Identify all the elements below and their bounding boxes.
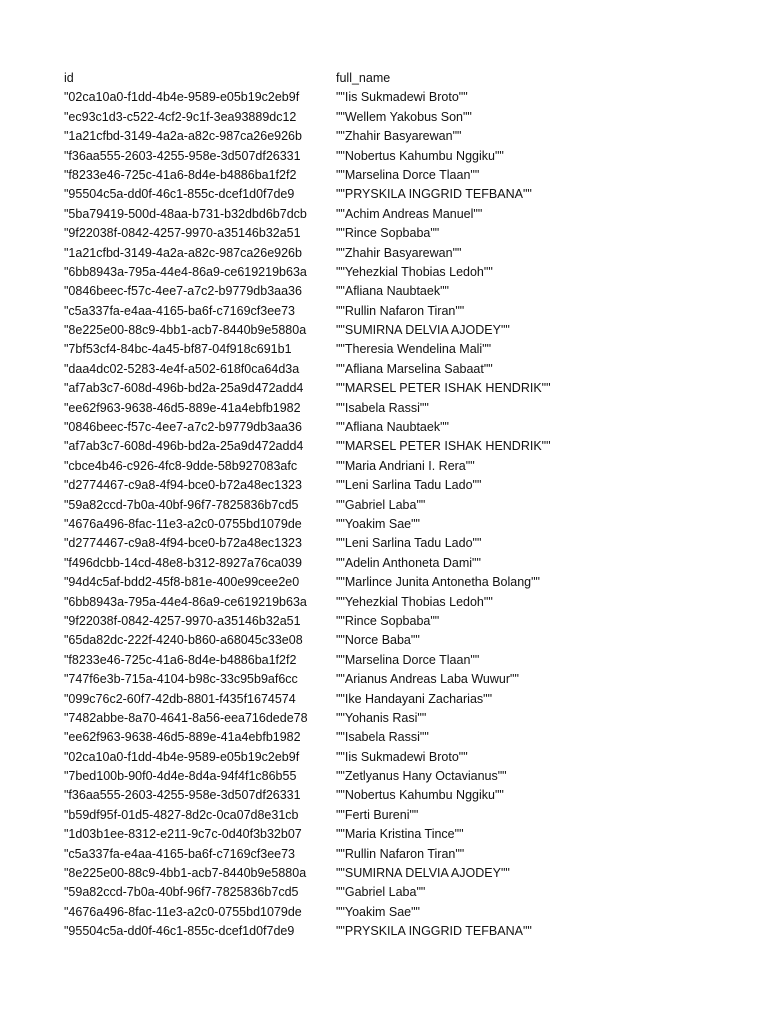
cell-full-name: ""Afliana Naubtaek"" xyxy=(336,420,449,435)
cell-id: "ec93c1d3-c522-4cf2-9c1f-3ea93889dc12 xyxy=(64,109,297,124)
cell-full-name: ""Afliana Naubtaek"" xyxy=(336,284,449,299)
cell-id: "59a82ccd-7b0a-40bf-96f7-7825836b7cd5 xyxy=(64,885,299,900)
cell-full-name: ""SUMIRNA DELVIA AJODEY"" xyxy=(336,323,510,338)
cell-id: "4676a496-8fac-11e3-a2c0-0755bd1079de xyxy=(64,904,302,919)
cell-id: "02ca10a0-f1dd-4b4e-9589-e05b19c2eb9f xyxy=(64,749,300,764)
cell-full-name: ""PRYSKILA INGGRID TEFBANA"" xyxy=(336,187,532,202)
cell-full-name: ""Yoakim Sae"" xyxy=(336,516,420,531)
cell-id: "4676a496-8fac-11e3-a2c0-0755bd1079de xyxy=(64,516,302,531)
table-row xyxy=(64,282,744,301)
table-row xyxy=(64,185,744,204)
cell-id: "02ca10a0-f1dd-4b4e-9589-e05b19c2eb9f xyxy=(64,90,300,105)
table-row xyxy=(64,631,744,650)
table-row xyxy=(64,418,744,437)
table-row xyxy=(64,321,744,340)
cell-id: "c5a337fa-e4aa-4165-ba6f-c7169cf3ee73 xyxy=(64,303,296,318)
table-row xyxy=(64,224,744,243)
cell-full-name: ""Ike Handayani Zacharias"" xyxy=(336,691,493,706)
table-row xyxy=(64,825,744,844)
table-row xyxy=(64,728,744,747)
cell-full-name: ""Ferti Bureni"" xyxy=(336,807,419,822)
cell-full-name: ""Rince Sopbaba"" xyxy=(336,226,440,241)
cell-full-name: ""Zhahir Basyarewan"" xyxy=(336,129,462,144)
table-row xyxy=(64,748,744,767)
cell-id: "65da82dc-222f-4240-b860-a68045c33e08 xyxy=(64,633,303,648)
cell-id: "af7ab3c7-608d-496b-bd2a-25a9d472add4 xyxy=(64,439,304,454)
cell-id: "1d03b1ee-8312-e211-9c7c-0d40f3b32b07 xyxy=(64,827,302,842)
cell-id: "7bf53cf4-84bc-4a45-bf87-04f918c691b1 xyxy=(64,342,292,357)
cell-full-name: ""Nobertus Kahumbu Nggiku"" xyxy=(336,148,504,163)
table-row xyxy=(64,806,744,825)
table-row xyxy=(64,244,744,263)
cell-id: "5ba79419-500d-48aa-b731-b32dbd6b7dcb xyxy=(64,206,307,221)
cell-id: "c5a337fa-e4aa-4165-ba6f-c7169cf3ee73 xyxy=(64,846,296,861)
cell-full-name: ""Isabela Rassi"" xyxy=(336,400,429,415)
cell-full-name: ""MARSEL PETER ISHAK HENDRIK"" xyxy=(336,439,551,454)
cell-full-name: ""Rullin Nafaron Tiran"" xyxy=(336,303,465,318)
table-row xyxy=(64,515,744,534)
cell-full-name: ""Leni Sarlina Tadu Lado"" xyxy=(336,536,482,551)
header-full-name: full_name xyxy=(336,71,391,85)
cell-full-name: ""Zetlyanus Hany Octavianus"" xyxy=(336,769,507,784)
cell-id: "9f22038f-0842-4257-9970-a35146b32a51 xyxy=(64,226,301,241)
table-row xyxy=(64,534,744,553)
cell-id: "f8233e46-725c-41a6-8d4e-b4886ba1f2f2 xyxy=(64,167,297,182)
table-row xyxy=(64,263,744,282)
cell-full-name: ""Yehezkial Thobias Ledoh"" xyxy=(336,594,493,609)
table-row xyxy=(64,340,744,359)
cell-id: "ee62f963-9638-46d5-889e-41a4ebfb1982 xyxy=(64,400,301,415)
cell-full-name: ""Maria Andriani I. Rera"" xyxy=(336,458,475,473)
table-row xyxy=(64,108,744,127)
cell-full-name: ""Rullin Nafaron Tiran"" xyxy=(336,846,465,861)
table-row xyxy=(64,360,744,379)
cell-id: "f36aa555-2603-4255-958e-3d507df26331 xyxy=(64,148,301,163)
cell-id: "6bb8943a-795a-44e4-86a9-ce619219b63a xyxy=(64,264,307,279)
cell-full-name: ""Rince Sopbaba"" xyxy=(336,613,440,628)
cell-id: "f8233e46-725c-41a6-8d4e-b4886ba1f2f2 xyxy=(64,652,297,667)
table-row xyxy=(64,379,744,398)
cell-full-name: ""Marlince Junita Antonetha Bolang"" xyxy=(336,575,540,590)
table-row xyxy=(64,864,744,883)
cell-id: "95504c5a-dd0f-46c1-855c-dcef1d0f7de9 xyxy=(64,187,295,202)
cell-full-name: ""Afliana Marselina Sabaat"" xyxy=(336,361,493,376)
cell-id: "59a82ccd-7b0a-40bf-96f7-7825836b7cd5 xyxy=(64,497,299,512)
cell-full-name: ""Achim Andreas Manuel"" xyxy=(336,206,483,221)
cell-id: "ee62f963-9638-46d5-889e-41a4ebfb1982 xyxy=(64,730,301,745)
cell-id: "f36aa555-2603-4255-958e-3d507df26331 xyxy=(64,788,301,803)
table-row xyxy=(64,573,744,592)
table-row xyxy=(64,845,744,864)
cell-id: "7bed100b-90f0-4d4e-8d4a-94f4f1c86b55 xyxy=(64,769,297,784)
cell-id: "7482abbe-8a70-4641-8a56-eea716dede78 xyxy=(64,710,308,725)
cell-full-name: ""Maria Kristina Tince"" xyxy=(336,827,464,842)
table-row xyxy=(64,922,744,941)
cell-full-name: ""Adelin Anthoneta Dami"" xyxy=(336,555,481,570)
cell-full-name: ""SUMIRNA DELVIA AJODEY"" xyxy=(336,866,510,881)
cell-full-name: ""Arianus Andreas Laba Wuwur"" xyxy=(336,672,519,687)
cell-full-name: ""MARSEL PETER ISHAK HENDRIK"" xyxy=(336,381,551,396)
cell-id: "9f22038f-0842-4257-9970-a35146b32a51 xyxy=(64,613,301,628)
table-row xyxy=(64,166,744,185)
table-row xyxy=(64,903,744,922)
cell-full-name: ""Wellem Yakobus Son"" xyxy=(336,109,472,124)
cell-id: "6bb8943a-795a-44e4-86a9-ce619219b63a xyxy=(64,594,307,609)
table-row xyxy=(64,709,744,728)
table-row xyxy=(64,612,744,631)
cell-id: "1a21cfbd-3149-4a2a-a82c-987ca26e926b xyxy=(64,129,302,144)
cell-id: "daa4dc02-5283-4e4f-a502-618f0ca64d3a xyxy=(64,361,300,376)
cell-full-name: ""Isabela Rassi"" xyxy=(336,730,429,745)
cell-full-name: ""Zhahir Basyarewan"" xyxy=(336,245,462,260)
cell-full-name: ""Iis Sukmadewi Broto"" xyxy=(336,749,468,764)
cell-id: "747f6e3b-715a-4104-b98c-33c95b9af6cc xyxy=(64,672,298,687)
table-row xyxy=(64,147,744,166)
cell-full-name: ""Yoakim Sae"" xyxy=(336,904,420,919)
cell-full-name: ""Nobertus Kahumbu Nggiku"" xyxy=(336,788,504,803)
table-row xyxy=(64,205,744,224)
cell-full-name: ""Norce Baba"" xyxy=(336,633,420,648)
table-row xyxy=(64,593,744,612)
cell-full-name: ""Leni Sarlina Tadu Lado"" xyxy=(336,478,482,493)
cell-id: "099c76c2-60f7-42db-8801-f435f1674574 xyxy=(64,691,296,706)
table-body xyxy=(64,88,744,941)
cell-id: "94d4c5af-bdd2-45f8-b81e-400e99cee2e0 xyxy=(64,575,300,590)
table-row xyxy=(64,651,744,670)
table-header-row xyxy=(64,69,744,88)
cell-full-name: ""Gabriel Laba"" xyxy=(336,497,426,512)
cell-id: "1a21cfbd-3149-4a2a-a82c-987ca26e926b xyxy=(64,245,302,260)
table-row xyxy=(64,457,744,476)
cell-id: "f496dcbb-14cd-48e8-b312-8927a76ca039 xyxy=(64,555,302,570)
table-row xyxy=(64,883,744,902)
cell-id: "d2774467-c9a8-4f94-bce0-b72a48ec1323 xyxy=(64,478,302,493)
cell-id: "0846beec-f57c-4ee7-a7c2-b9779db3aa36 xyxy=(64,420,302,435)
cell-full-name: ""Yohanis Rasi"" xyxy=(336,710,427,725)
table-row xyxy=(64,437,744,456)
data-table xyxy=(64,69,744,942)
cell-full-name: ""Marselina Dorce Tlaan"" xyxy=(336,167,480,182)
table-row xyxy=(64,786,744,805)
header-id: id xyxy=(64,71,74,85)
cell-id: "d2774467-c9a8-4f94-bce0-b72a48ec1323 xyxy=(64,536,302,551)
cell-full-name: ""Theresia Wendelina Mali"" xyxy=(336,342,492,357)
table-row xyxy=(64,690,744,709)
table-row xyxy=(64,302,744,321)
cell-id: "0846beec-f57c-4ee7-a7c2-b9779db3aa36 xyxy=(64,284,302,299)
cell-full-name: ""PRYSKILA INGGRID TEFBANA"" xyxy=(336,924,532,939)
table-row xyxy=(64,476,744,495)
table-row xyxy=(64,127,744,146)
cell-id: "b59df95f-01d5-4827-8d2c-0ca07d8e31cb xyxy=(64,807,299,822)
table-row xyxy=(64,670,744,689)
cell-full-name: ""Yehezkial Thobias Ledoh"" xyxy=(336,264,493,279)
cell-id: "af7ab3c7-608d-496b-bd2a-25a9d472add4 xyxy=(64,381,304,396)
cell-id: "8e225e00-88c9-4bb1-acb7-8440b9e5880a xyxy=(64,866,307,881)
cell-id: "95504c5a-dd0f-46c1-855c-dcef1d0f7de9 xyxy=(64,924,295,939)
cell-id: "8e225e00-88c9-4bb1-acb7-8440b9e5880a xyxy=(64,323,307,338)
table-row xyxy=(64,767,744,786)
table-row xyxy=(64,496,744,515)
cell-full-name: ""Iis Sukmadewi Broto"" xyxy=(336,90,468,105)
cell-full-name: ""Gabriel Laba"" xyxy=(336,885,426,900)
table-row xyxy=(64,554,744,573)
cell-full-name: ""Marselina Dorce Tlaan"" xyxy=(336,652,480,667)
table-row xyxy=(64,88,744,107)
table-row xyxy=(64,399,744,418)
cell-id: "cbce4b46-c926-4fc8-9dde-58b927083afc xyxy=(64,458,298,473)
